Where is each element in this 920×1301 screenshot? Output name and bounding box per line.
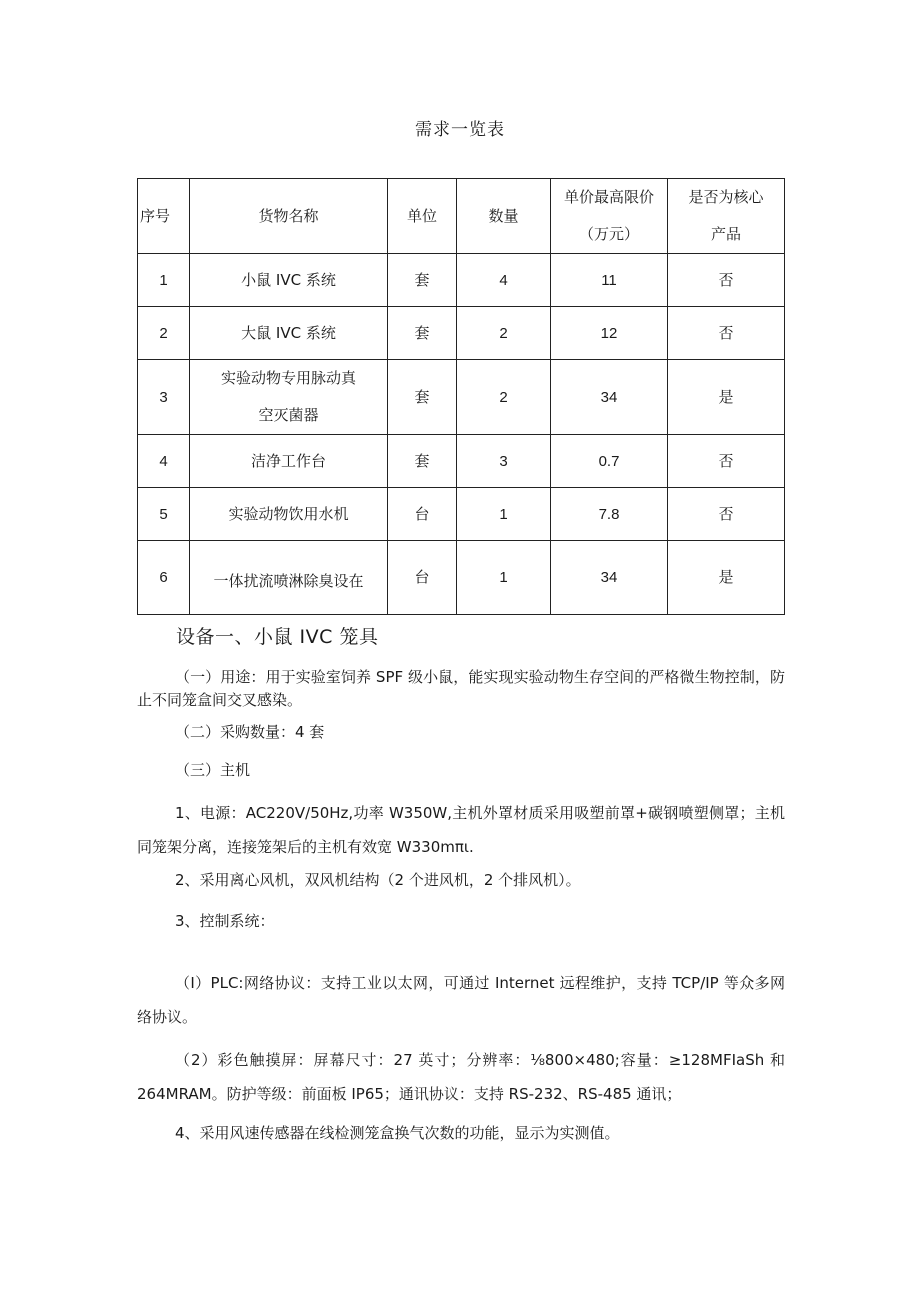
cell-no: 2 bbox=[138, 307, 190, 360]
cell-unit: 台 bbox=[388, 488, 457, 541]
cell-core: 否 bbox=[668, 307, 785, 360]
table-row bbox=[138, 488, 785, 541]
cell-core: 是 bbox=[668, 360, 785, 435]
cell-qty: 3 bbox=[457, 435, 551, 488]
cell-core: 是 bbox=[668, 541, 785, 615]
header-unit: 单位 bbox=[388, 179, 457, 254]
paragraph-quantity: （二）采购数量：4 套 bbox=[175, 723, 325, 741]
header-core-product bbox=[668, 179, 785, 254]
paragraph-power: 1、电源：AC220V∕50Hz,功率 W350W,主机外罩材质采用吸塑前罩+碳钢喷塑侧罩；主机同笼架分离，连接笼架后的主机有效宽 W330mπι. bbox=[137, 804, 785, 856]
paragraph-host: （三）主机 bbox=[175, 761, 251, 779]
cell-no: 4 bbox=[138, 435, 190, 488]
cell-qty: 2 bbox=[457, 307, 551, 360]
cell-no: 1 bbox=[138, 254, 190, 307]
cell-qty: 2 bbox=[457, 360, 551, 435]
table-row bbox=[138, 435, 785, 488]
cell-unit: 台 bbox=[388, 541, 457, 615]
cell-no: 3 bbox=[138, 360, 190, 435]
header-quantity: 数量 bbox=[457, 179, 551, 254]
cell-name-line1: 实验动物专用脉动真 bbox=[220, 369, 356, 387]
cell-name: 一体扰流喷淋除臭设在 bbox=[190, 541, 388, 615]
header-serial: 序号 bbox=[138, 179, 190, 254]
paragraph-purpose: （一）用途：用于实验室饲养 SPF 级小鼠，能实现实验动物生存空间的严格微生物控制，防止不同笼盒间交叉感染。 bbox=[137, 668, 785, 709]
table-row bbox=[138, 254, 785, 307]
cell-unit: 套 bbox=[388, 435, 457, 488]
cell-core: 否 bbox=[668, 488, 785, 541]
table-header-row bbox=[138, 179, 785, 254]
header-goods-name: 货物名称 bbox=[190, 179, 388, 254]
cell-qty: 1 bbox=[457, 541, 551, 615]
cell-no: 5 bbox=[138, 488, 190, 541]
cell-price: 34 bbox=[551, 541, 668, 615]
table-row bbox=[138, 541, 785, 615]
cell-price: 11 bbox=[551, 254, 668, 307]
cell-qty: 4 bbox=[457, 254, 551, 307]
cell-core: 否 bbox=[668, 435, 785, 488]
paragraph-touchscreen: （2）彩色触摸屏：屏幕尺寸：27 英寸；分辨率：⅛800×480;容量：≥128MFIaSh 和 264MRAM。防护等级：前面板 IP65；通讯协议：支持 RS-232、RS-485 通讯； bbox=[137, 1051, 785, 1103]
cell-name: 大鼠 IVC 系统 bbox=[190, 307, 388, 360]
header-core-line2: 产品 bbox=[710, 225, 741, 243]
cell-name: 实验动物饮用水机 bbox=[190, 488, 388, 541]
cell-name: 小鼠 IVC 系统 bbox=[190, 254, 388, 307]
cell-price: 7.8 bbox=[551, 488, 668, 541]
cell-price: 0.7 bbox=[551, 435, 668, 488]
section-heading: 设备一、小鼠 IVC 笼具 bbox=[176, 626, 379, 648]
cell-no: 6 bbox=[138, 541, 190, 615]
header-max-price-line1: 单价最高限价 bbox=[563, 188, 654, 206]
header-max-price-line2: （万元） bbox=[578, 225, 639, 243]
cell-unit: 套 bbox=[388, 254, 457, 307]
table-row bbox=[138, 307, 785, 360]
header-max-price bbox=[551, 179, 668, 254]
cell-price: 12 bbox=[551, 307, 668, 360]
cell-unit: 套 bbox=[388, 360, 457, 435]
paragraph-control-system: 3、控制系统： bbox=[175, 912, 275, 930]
paragraph-sensor: 4、采用风速传感器在线检测笼盒换气次数的功能，显示为实测值。 bbox=[175, 1124, 620, 1142]
requirements-table bbox=[137, 178, 785, 615]
header-core-line1: 是否为核心 bbox=[688, 188, 764, 206]
cell-name-line2: 空灭菌器 bbox=[258, 406, 319, 424]
cell-name bbox=[190, 360, 388, 435]
cell-unit: 套 bbox=[388, 307, 457, 360]
paragraph-plc: （I）PLC:网络协议：支持工业以太网，可通过 Internet 远程维护，支持 TCP/IP 等众多网络协议。 bbox=[137, 974, 785, 1026]
cell-qty: 1 bbox=[457, 488, 551, 541]
cell-price: 34 bbox=[551, 360, 668, 435]
cell-name: 洁净工作台 bbox=[190, 435, 388, 488]
paragraph-fan: 2、采用离心风机，双风机结构（2 个进风机，2 个排风机）。 bbox=[175, 871, 581, 889]
page-title: 需求一览表 bbox=[415, 120, 505, 140]
cell-core: 否 bbox=[668, 254, 785, 307]
table-row bbox=[138, 360, 785, 435]
